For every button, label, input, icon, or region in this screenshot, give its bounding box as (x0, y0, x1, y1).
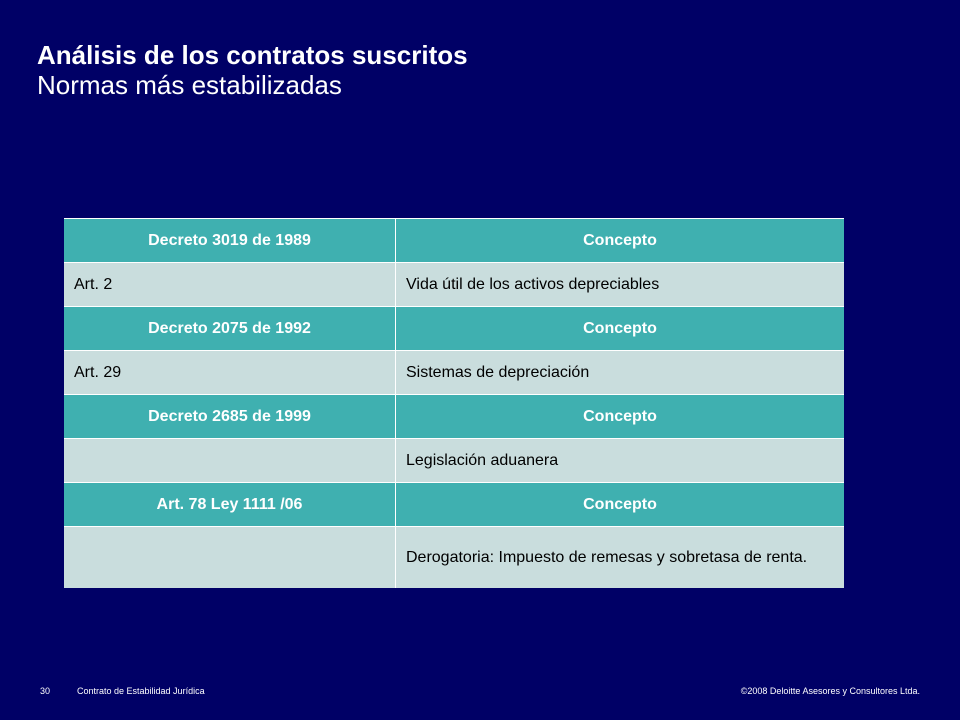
document-name: Contrato de Estabilidad Jurídica (77, 686, 205, 696)
slide-title (37, 40, 468, 100)
header-cell-concept: Concepto (396, 218, 844, 262)
table-row (64, 526, 844, 588)
page-number: 30 (40, 686, 51, 696)
cell-concept: Legislación aduanera (396, 438, 844, 482)
header-cell-norm: Decreto 3019 de 1989 (64, 218, 396, 262)
copyright-notice: ©2008 Deloitte Asesores y Consultores Ltda. (740, 686, 920, 696)
cell-concept: Vida útil de los activos depreciables (396, 262, 844, 306)
table-header-row (64, 482, 844, 526)
norms-table (64, 218, 844, 588)
header-cell-norm: Decreto 2075 de 1992 (64, 306, 396, 350)
table-row (64, 350, 844, 394)
cell-article (64, 526, 396, 588)
cell-concept: Derogatoria: Impuesto de remesas y sobretasa de renta. (396, 526, 844, 588)
table-header-row (64, 394, 844, 438)
header-cell-norm: Art. 78 Ley 1111 /06 (64, 482, 396, 526)
header-cell-concept: Concepto (396, 482, 844, 526)
header-cell-norm: Decreto 2685 de 1999 (64, 394, 396, 438)
table-row (64, 262, 844, 306)
cell-article (64, 438, 396, 482)
table-row (64, 438, 844, 482)
cell-article: Art. 29 (64, 350, 396, 394)
header-cell-concept: Concepto (396, 306, 844, 350)
table-header-row (64, 218, 844, 262)
page-title: Análisis de los contratos suscritos (37, 40, 468, 70)
cell-article: Art. 2 (64, 262, 396, 306)
cell-concept: Sistemas de depreciación (396, 350, 844, 394)
table-header-row (64, 306, 844, 350)
page-subtitle: Normas más estabilizadas (37, 70, 342, 100)
header-cell-concept: Concepto (396, 394, 844, 438)
